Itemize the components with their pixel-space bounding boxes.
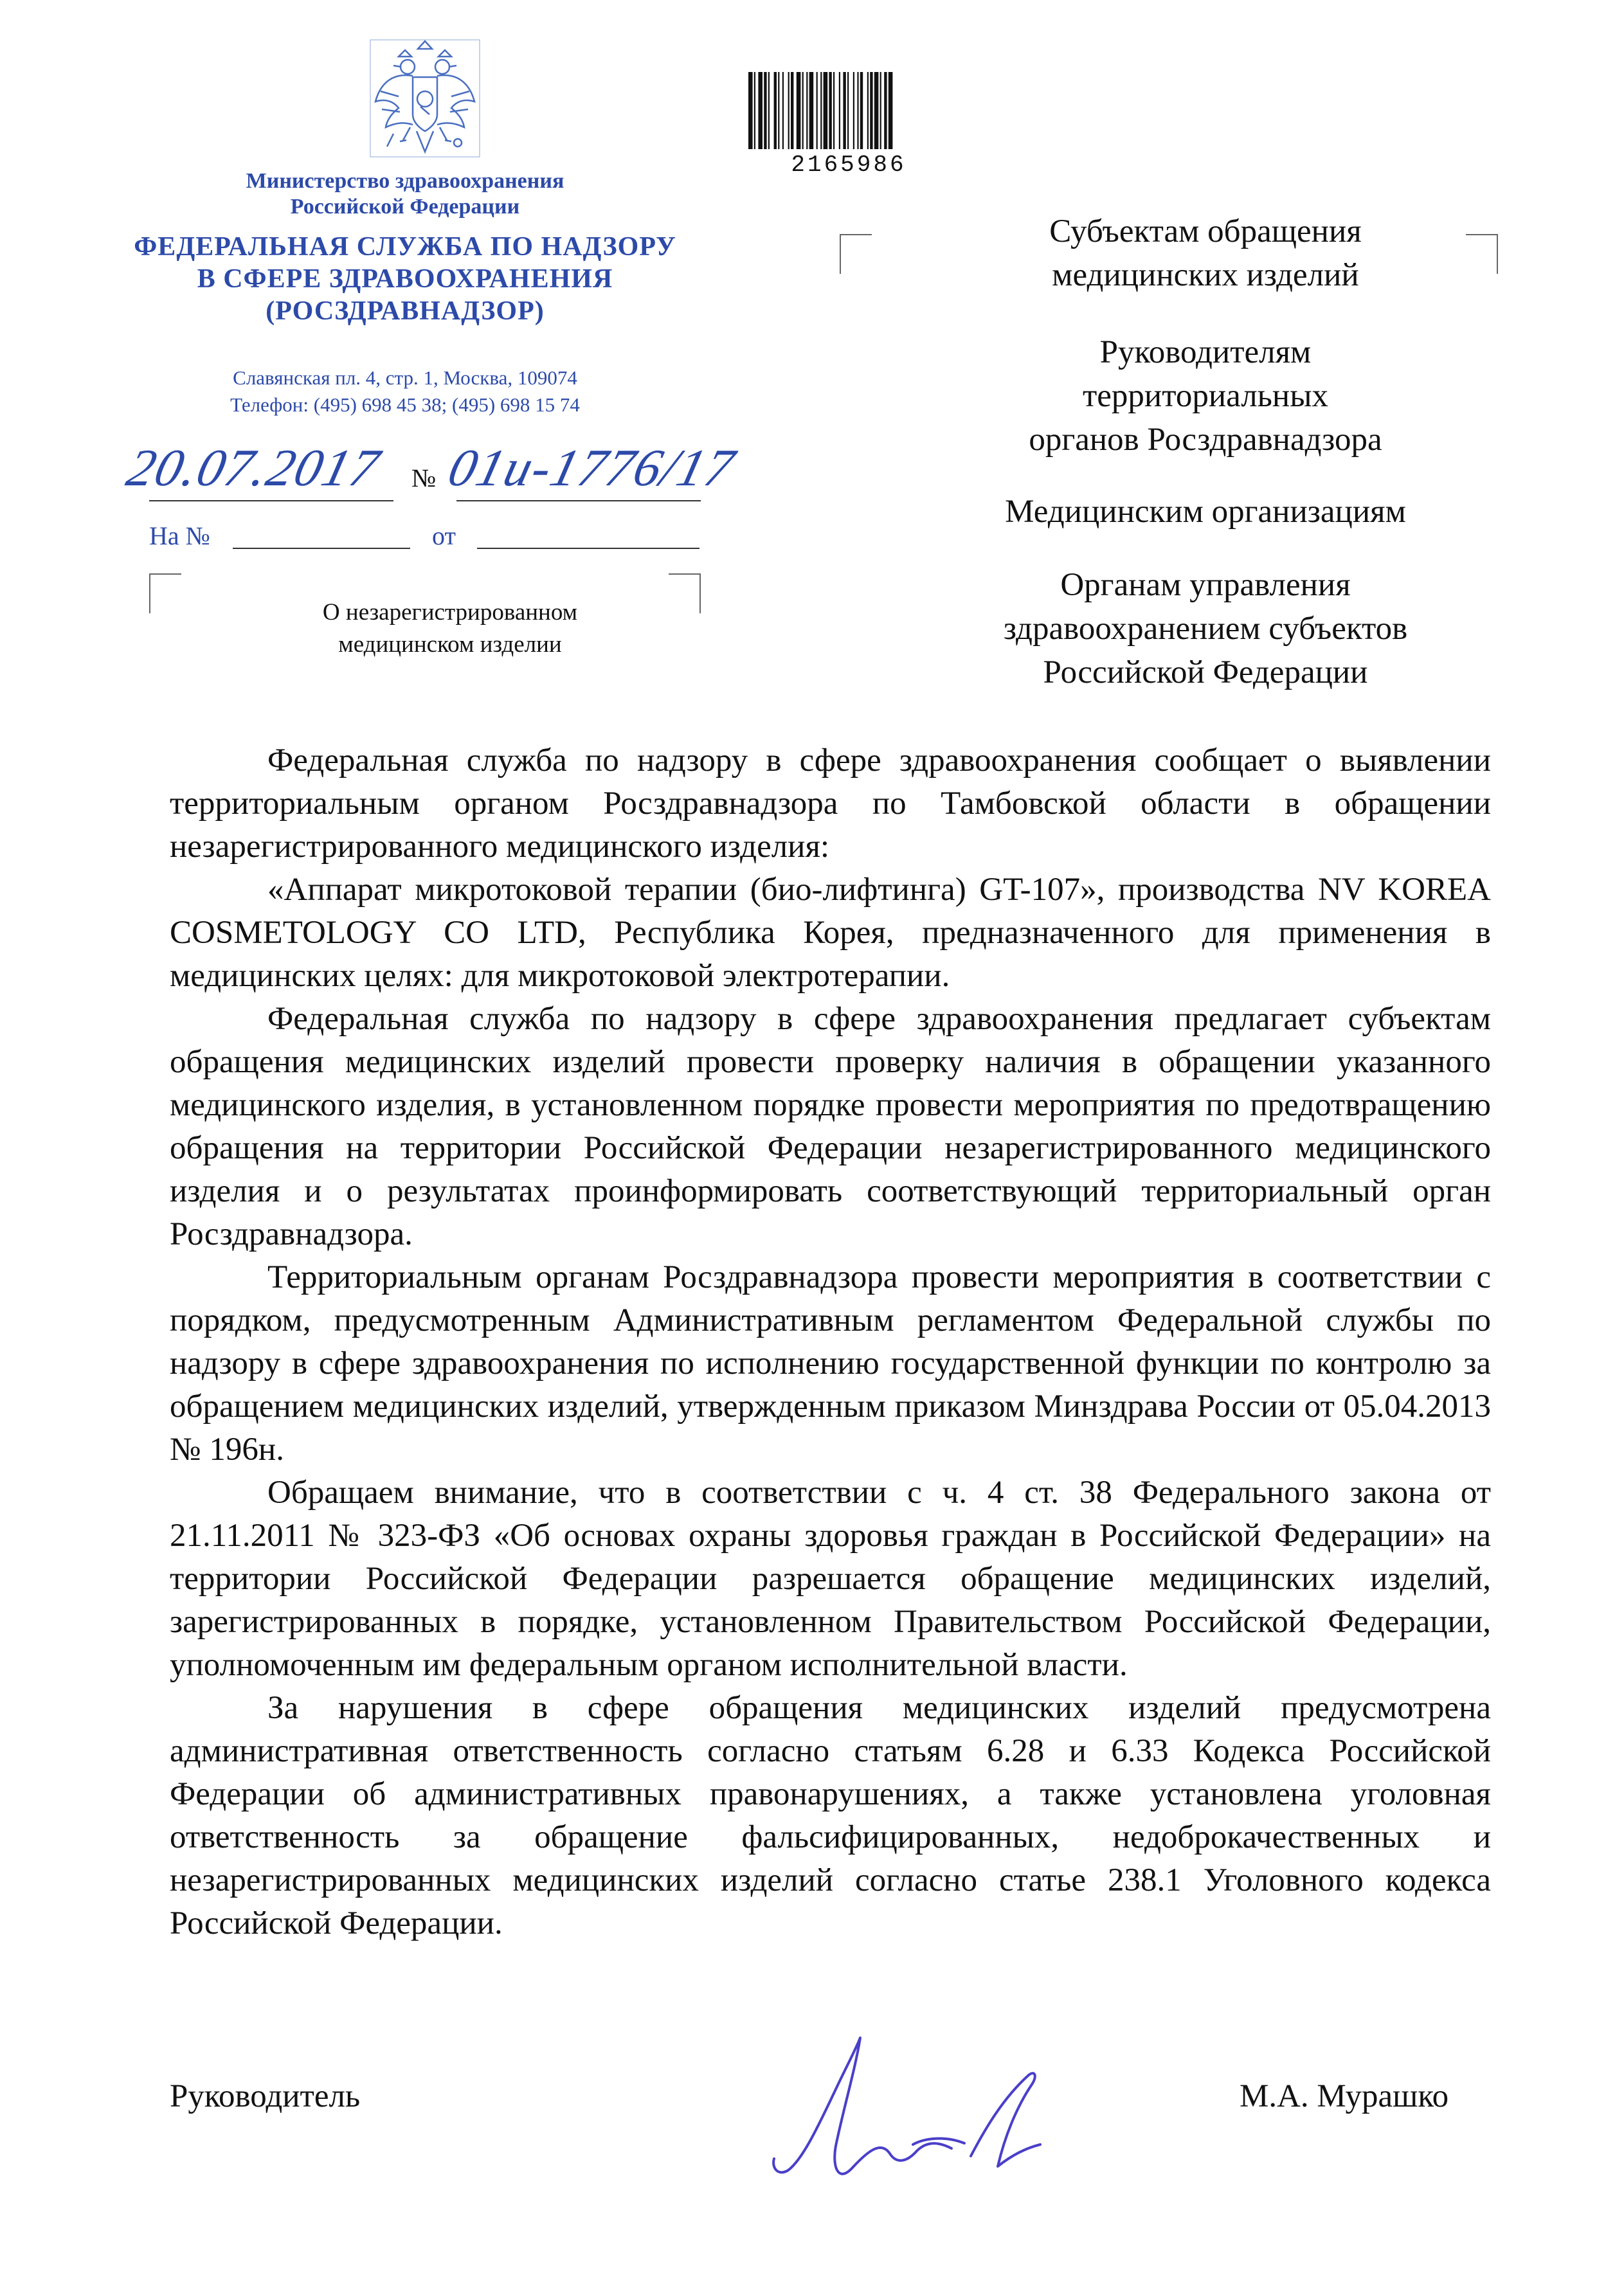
barcode-bar	[768, 72, 770, 149]
body-paragraph-3: Федеральная служба по надзору в сфере здравоохранения предлагает субъектам обращения медицинских изделий провести проверку наличия в обращении указанного медицинского изделия, в установленном порядке провести мероприятия по предотвращению обращения на территории Российской Федерации незарегистрированного медицинского изделия и о результатах проинформировать соответствующий территориальный орган Росздравнадзора.	[170, 1001, 1491, 1252]
signatory-title: Руководитель	[170, 2078, 361, 2114]
barcode-bar	[824, 72, 828, 149]
body-paragraph-4: Территориальным органам Росздравнадзора провести мероприятия в соответствии с порядком, предусмотренным Административным регламентом Федеральной службы по надзору в сфере здравоохранения по исполнению государственной функции по контролю за обращением медицинских изделий, утвержденным приказом Минздрава России от 05.04.2013 № 196н.	[170, 1259, 1491, 1468]
subject-corner-left	[149, 573, 181, 613]
reference-from-label: от	[432, 521, 456, 550]
agency-name-line2: В СФЕРЕ ЗДРАВООХРАНЕНИЯ	[197, 264, 613, 294]
barcode-bar	[764, 72, 766, 149]
date-underline	[149, 500, 393, 501]
addressee-3-line1: Медицинским организациям	[1005, 494, 1406, 530]
agency-name-line3: (РОСЗДРАВНАДЗОР)	[266, 296, 545, 326]
addressee-4-line1: Органам управления	[1060, 567, 1351, 603]
addressee-corner-left	[840, 234, 872, 274]
barcode-bar	[857, 72, 858, 149]
agency-phone: Телефон: (495) 698 45 38; (495) 698 15 74	[230, 393, 580, 416]
barcode-bar	[884, 72, 887, 149]
barcode-bar	[802, 72, 804, 149]
body-paragraph-1: Федеральная служба по надзору в сфере здравоохранения сообщает о выявлении территориальным органом Росздравнадзора по Тамбовской области в обращении незарегистрированного медицинского изделия:	[170, 742, 1491, 865]
registration-number: 01и-1776/17	[442, 438, 741, 497]
addressee-group-2	[932, 330, 1479, 462]
addressee-group-3	[932, 490, 1479, 534]
body-paragraph-6: За нарушения в сфере обращения медицинских изделий предусмотрена административная ответственность согласно статьям 6.28 и 6.33 Кодекса Российской Федерации об административных правонарушениях, а также установлена уголовная ответственность за обращение фальсифицированных, недоброкачественных и незарегистрированных медицинских изделий согласно статье 238.1 Уголовного кодекса Российской Федерации.	[170, 1690, 1491, 1941]
handwritten-signature	[759, 2025, 1119, 2199]
addressee-2-line1: Руководителям	[1099, 334, 1312, 370]
barcode-bar	[774, 72, 777, 149]
agency-address: Славянская пл. 4, стр. 1, Москва, 109074	[233, 366, 577, 389]
barcode-bar	[791, 72, 793, 149]
barcode-bar	[788, 72, 789, 149]
body-paragraph-2: «Аппарат микротоковой терапии (био-лифтинга) GT-107», производства NV KOREA COSMETOLOGY CO LTD, Республика Корея, предназначенного для применения в медицинских целях: для микротоковой электротерапии.	[170, 872, 1491, 994]
barcode-bar	[748, 72, 753, 149]
barcode-bar	[754, 72, 755, 149]
barcode-bar	[817, 72, 818, 149]
barcode-number: 2165986	[791, 152, 907, 178]
coat-of-arms-emblem	[368, 37, 482, 159]
barcode-bar	[860, 72, 863, 149]
subject-corner-right	[669, 573, 701, 613]
barcode-bar	[843, 72, 845, 149]
addressee-1-line1: Субъектам обращения	[1049, 213, 1362, 249]
signatory-name: М.А. Мурашко	[1240, 2078, 1449, 2114]
addressee-2-line2: территориальных	[1083, 378, 1328, 414]
barcode-bar	[833, 72, 835, 149]
addressee-2-line3: органов Росздравнадзора	[1029, 422, 1382, 458]
barcode-bar	[867, 72, 869, 149]
barcode-bar	[778, 72, 779, 149]
body-paragraph-5: Обращаем внимание, что в соответствии с ч. 4 ст. 38 Федерального закона от 21.11.2011 № 323-ФЗ «Об основах охраны здоровья граждан в Российской Федерации» на территории Российской Федерации разрешается обращение медицинских изделий, зарегистрированных в порядке, установленном Правительством Российской Федерации, уполномоченным им федеральным органом исполнительной власти.	[170, 1475, 1491, 1683]
barcode-bar	[870, 72, 872, 149]
ministry-name-line2: Российской Федерации	[290, 195, 520, 219]
addressee-4-line2: здравоохранением субъектов	[1003, 611, 1408, 647]
barcode-bar	[809, 72, 814, 149]
subject-line2: медицинском изделии	[338, 631, 562, 658]
barcode-bar	[758, 72, 762, 149]
registration-number-label: №	[411, 463, 437, 492]
subject-line1: О незарегистрированном	[322, 599, 578, 625]
barcode-bar	[880, 72, 881, 149]
registration-date: 20.07.2017	[121, 438, 386, 497]
letter-subject	[257, 597, 643, 661]
barcode-bar	[806, 72, 807, 149]
reference-date-underline	[477, 548, 699, 549]
barcode-bar	[839, 72, 840, 149]
addressee-1-line2: медицинских изделий	[1052, 257, 1359, 293]
barcode-bar	[874, 72, 879, 149]
reference-number-label: На №	[149, 521, 210, 550]
addressee-group-1	[932, 210, 1479, 297]
addressee-group-4	[932, 563, 1479, 694]
barcode	[746, 72, 941, 162]
barcode-bar	[797, 72, 801, 149]
addressee-4-line3: Российской Федерации	[1043, 654, 1368, 690]
barcode-bar	[853, 72, 854, 149]
letter-body	[170, 739, 1491, 1945]
barcode-bar	[889, 72, 893, 149]
barcode-bar	[820, 72, 822, 149]
barcode-bar	[829, 72, 831, 149]
reference-number-underline	[233, 548, 410, 549]
barcode-bar	[782, 72, 784, 149]
number-underline	[456, 500, 701, 501]
barcode-bar	[847, 72, 849, 149]
agency-name-line1: ФЕДЕРАЛЬНАЯ СЛУЖБА ПО НАДЗОРУ	[134, 232, 676, 262]
ministry-name-line1: Министерство здравоохранения	[246, 169, 564, 193]
